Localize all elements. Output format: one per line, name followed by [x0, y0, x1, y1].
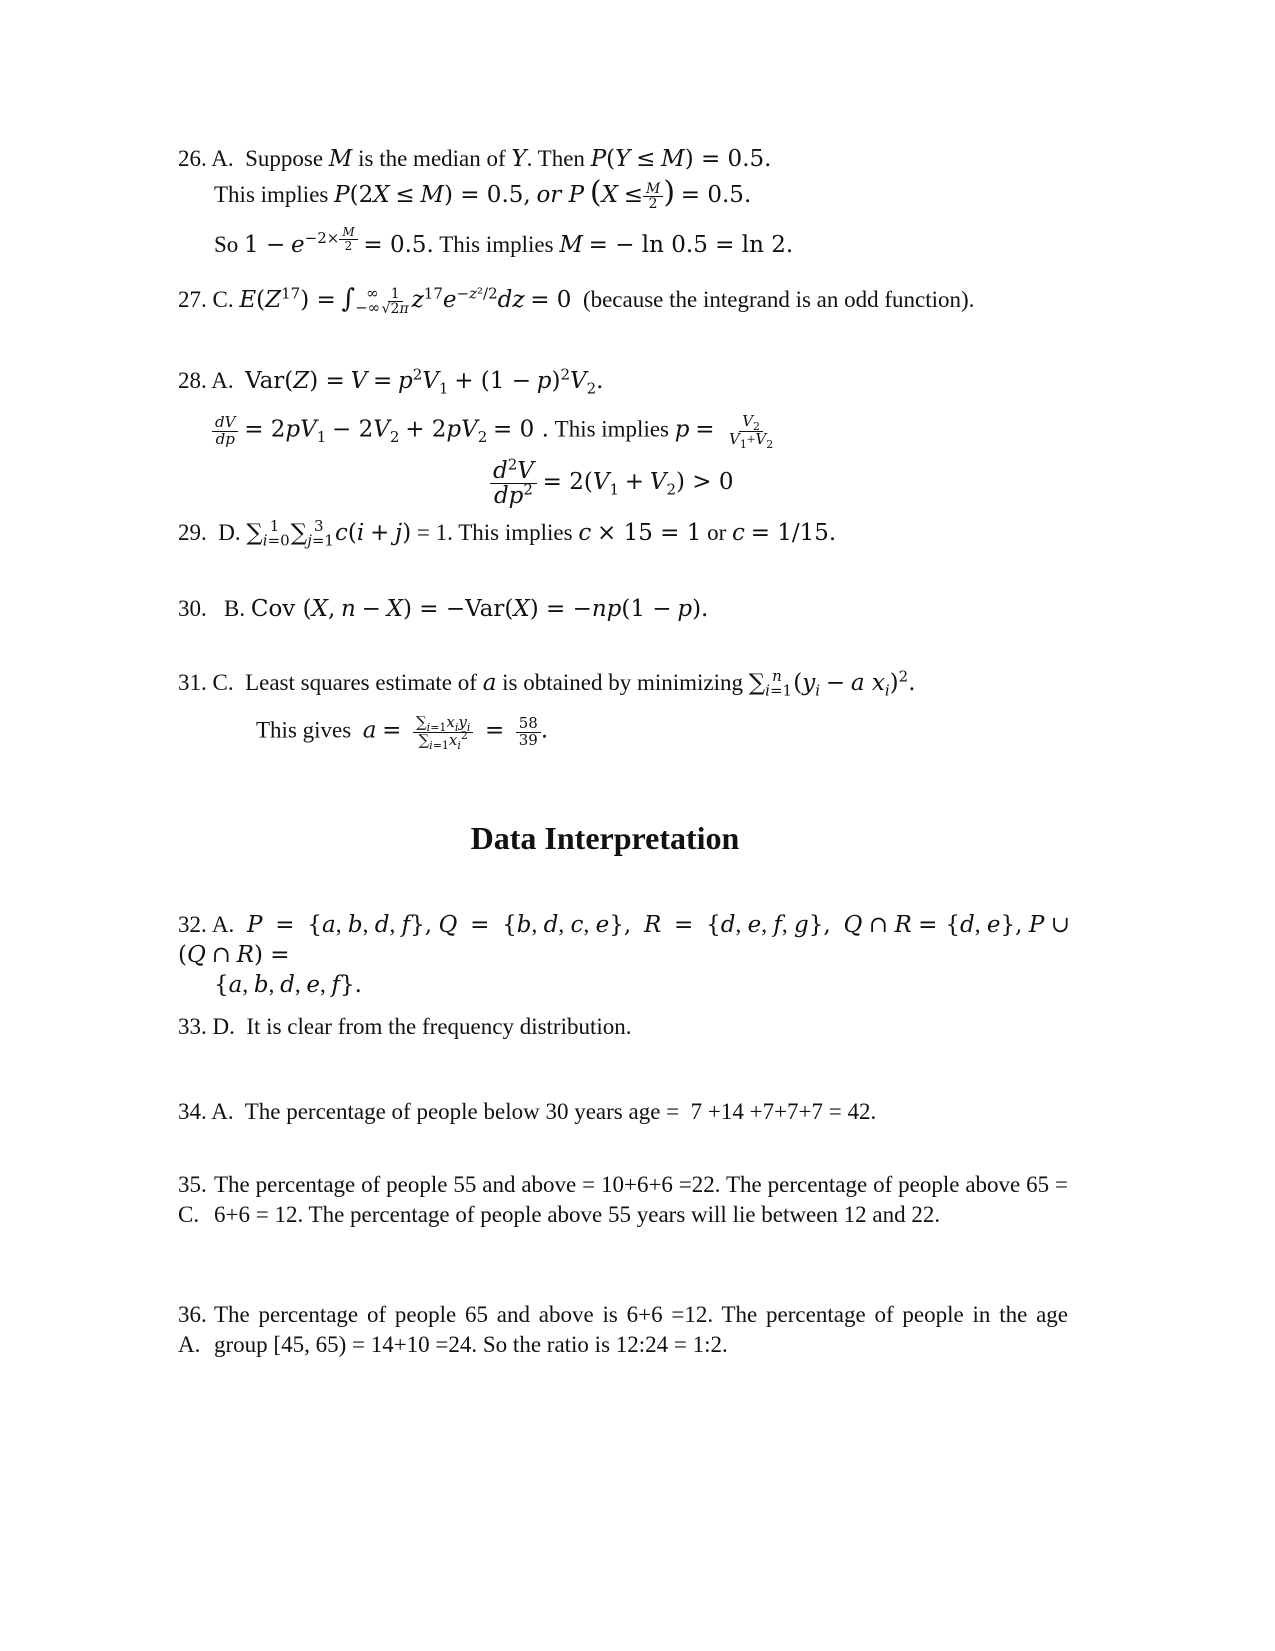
answer-29: 29. D. $\sum_{i=0}^1$ $\sum_{j=1}^3$ c(i + j) = 1. This implies c × 15 = 1 or c = 1/15. — [178, 517, 837, 550]
answer-34 — [178, 1099, 876, 1125]
answer-33 — [178, 1014, 632, 1040]
answer-27-prefix: 27. C. — [178, 287, 234, 312]
answer-27: 27. C. $E(Z^{17}) = \int_{-\infty}^\infty$ $\frac{1}{√2\pi}$ $z^{17}e^{-z^2/2}dz = 0$ (because the integrand is an odd function). — [178, 284, 975, 318]
answer-33-prefix: 33. D. — [178, 1014, 235, 1039]
answer-26-prefix: 26. A. — [178, 146, 234, 171]
answer-31-line-2: This gives a = $\sum_{i=1}x_iy_i$ $\sum_{i=1}x_i^2$ = $\frac{58}{39}$ . — [256, 713, 549, 752]
answer-28-line-2: $\frac{dV}{dp}$ = $2pV_1 - 2V_2 + 2pV_2 = 0$ . This implies p = $\frac{V_2}{V_1+V_2}$ — [212, 414, 776, 449]
answer-30-prefix: 30. B. — [178, 596, 246, 621]
answer-35-text: The percentage of people 55 and above = 10+6+6 =22. The percentage of people above 65 = 6+6 = 12. The percentage of people above 55 years will lie between 12 and 22. — [214, 1172, 1068, 1227]
answer-35-prefix: 35. C. — [178, 1172, 207, 1227]
answer-32: 32. A. P = {a, b, d, f}, Q = {b, d, c, e}, R = {d, e, f, g}, Q ∩ R = {d, e}, P ∪ (Q ∩ R) = {a, b, d, e, f}. — [178, 912, 1071, 998]
answer-30: 30. B. Cov (X, n − X) = −Var(X) = −np(1 − p). — [178, 596, 709, 622]
answer-26-line-2: This implies P(2X ≤ M) = 0.5, or P (X ≤ $\frac{M}{2}$ ) = 0.5. — [214, 175, 752, 213]
answer-36-text: The percentage of people 65 and above is 6+6 =12. The percentage of people in the age group [45, 65) = 14+10 =24. So the ratio is 12:24 = 1:2. — [214, 1302, 1068, 1357]
answer-31-line-1: 31. C. Least squares estimate of a is obtained by minimizing $\sum_{i=1}^n$ ($y_i - a$ $x_i)^2$. — [178, 667, 916, 700]
answer-28-line-3: $\frac{d^2V}{dp^2}$ = $2(V_1 + V_2) > 0$ — [490, 459, 733, 508]
answer-35 — [178, 1170, 1068, 1230]
answer-33-text: It is clear from the frequency distribution. — [246, 1014, 632, 1039]
answer-29-prefix: 29. D. — [178, 520, 241, 545]
section-heading: Data Interpretation — [470, 820, 740, 856]
answer-32-prefix: 32. A. — [178, 912, 235, 937]
answer-36 — [178, 1300, 1068, 1360]
answer-34-prefix: 34. A. — [178, 1099, 234, 1124]
answer-36-prefix: 36. A. — [178, 1302, 207, 1357]
answer-34-text: The percentage of people below 30 years age = 7 +14 +7+7+7 = 42. — [244, 1099, 877, 1124]
answer-31-prefix: 31. C. — [178, 670, 234, 695]
answer-26-line-3: So $1 - e^{-2\times \frac{M}{2}}$ = 0.5. This implies M = − ln 0.5 = ln 2. — [214, 225, 794, 258]
answer-28-line-1: 28. A. $Var(Z) = V = p^2V_1 + (1 - p)^2V_2$. — [178, 365, 604, 398]
answer-28-prefix: 28. A. — [178, 368, 234, 393]
answer-26-line-1: 26. A. Suppose M is the median of Y. Then P(Y ≤ M) = 0.5. — [178, 146, 772, 172]
